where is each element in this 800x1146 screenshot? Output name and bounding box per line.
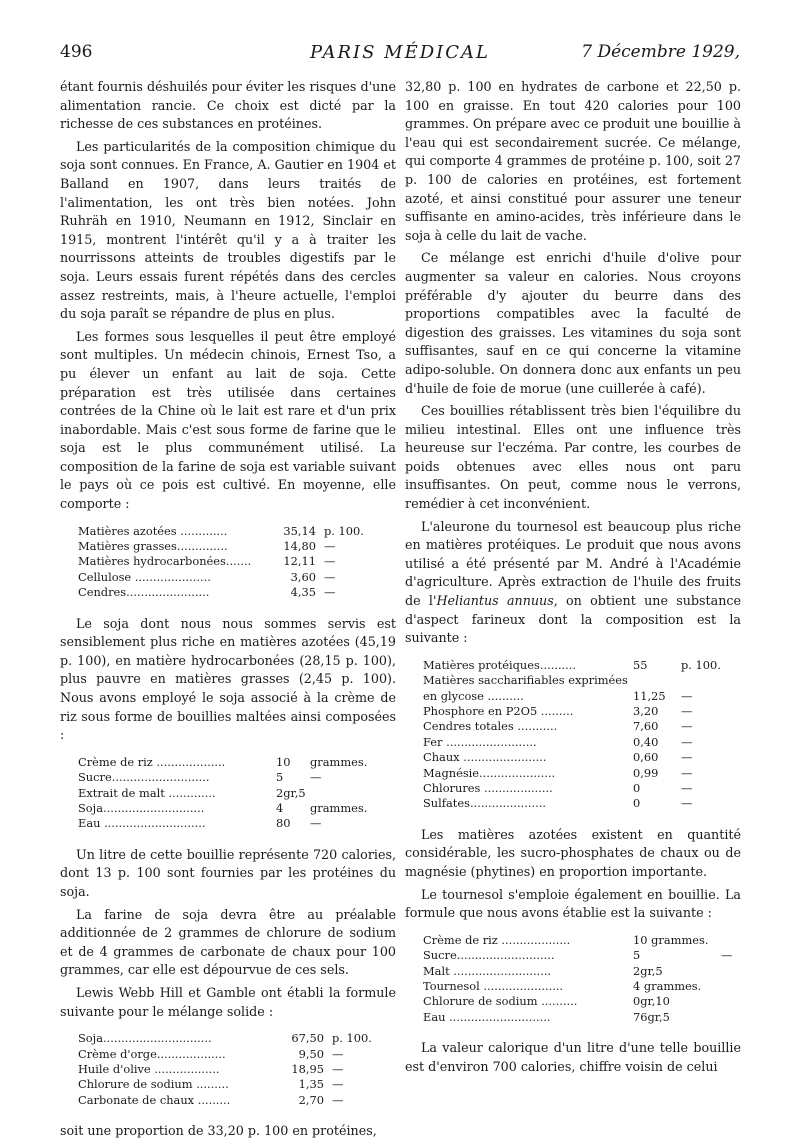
table-row: Extrait de malt ............. 2gr,5 — [78, 785, 306, 800]
table-row: Chlorures ................... 0 — — [423, 781, 693, 796]
journal-title: PARIS MÉDICAL — [309, 42, 490, 63]
page-header — [60, 42, 740, 68]
table-row: Matières azotées ............. 35,14 p. 100. — [78, 523, 364, 538]
table-row: Phosphore en P2O5 ......... 3,20 — — [423, 704, 693, 719]
table-row: Cendres....................... 4,35 — — [78, 585, 336, 600]
species-name: Heliantus annuus — [436, 593, 554, 609]
paragraph: Ces bouillies rétablissent très bien l'équilibre du milieu intestinal. Elles ont une influence très heureuse sur l'eczéma. Par contre, les courbes de poids obtenues avec elles nous ont paru insuffisantes. On peut, comme nous le verrons, remédier à cet inconvénient. — [405, 403, 741, 512]
table-row: Huile d'olive .................. 18,95 — — [78, 1062, 344, 1077]
table-row: Crème de riz ................... 10 grammes. — [423, 932, 709, 947]
table-row: Cellulose ..................... 3,60 — — [78, 569, 336, 584]
paragraph: La valeur calorique d'un litre d'une telle bouillie est d'environ 700 calories, chiffre voisin de celui — [405, 1040, 741, 1074]
table-row: Malt ........................... 2gr,5 — [423, 963, 663, 978]
paragraph: Les matières azotées existent en quantité considérable, les sucro-phosphates de chaux ou de magnésie (phytines) en proportion importante. — [405, 826, 741, 880]
left-column — [60, 78, 396, 1145]
paragraph: L'aleurone du tournesol est beaucoup plus riche en matières protéiques. Le produit que nous avons utilisé a été présenté par M. André à l'Académie d'agriculture. Après extraction de l'huile des fruits de l'Heliantus annuus, on obtient une substance d'aspect farineux dont la composition est la suivante : — [405, 518, 741, 646]
paragraph: Le soja dont nous nous sommes servis est sensiblement plus riche en matières azotées (45,19 p. 100), en matière hydrocarbonées (28,15 p. 100), plus pauvre en matières grasses (2,45 p. 100). Nous avons employé le soja associé à la crème de riz sous forme de bouillies maltées ainsi composées : — [60, 615, 396, 743]
table-row: Chlorure de sodium ......... 1,35 — — [78, 1077, 344, 1092]
paragraph: 32,80 p. 100 en hydrates de carbone et 22,50 p. 100 en graisse. En tout 420 calories pour 100 grammes. On prépare avec ce produit une bouillie à l'eau qui est secondairement sucrée. Ce mélange, qui comporte 4 grammes de protéine p. 100, soit 27 p. 100 de calories en protéines, est fortement azoté, et ainsi constitué pour assurer une teneur suffisante en amino-acides, très inférieure dans le soja à celle du lait de vache. — [405, 79, 741, 243]
paragraph: Les formes sous lesquelles il peut être employé sont multiples. Un médecin chinois, Ernest Tso, a pu élever un enfant au lait de soja. Cette préparation est très utilisée dans certaines contrées de la Chine où le lait est rare et d'un prix inabordable. Mais c'est sous forme de farine que le soja est le plus communément utilisé. La composition de la farine de soja est variable suivant le pays où ce pois est cultivé. En moyenne, elle comporte : — [60, 328, 396, 512]
table-row: Soja............................ 4 grammes. — [78, 801, 368, 816]
table-row: Soja.............................. 67,50 p. 100. — [78, 1031, 372, 1046]
paragraph: Lewis Webb Hill et Gamble ont établi la formule suivante pour le mélange solide : — [60, 985, 396, 1019]
table-row: Sulfates..................... 0 — — [423, 796, 693, 811]
paragraph: étant fournis déshuilés pour éviter les risques d'une alimentation rancie. Ce choix est dicté par la richesse de ces substances en protéines. — [60, 79, 396, 132]
table-row: Fer ......................... 0,40 — — [423, 734, 693, 749]
table-row: Matières saccharifiables exprimées en glycose .......... 11,25 — — [423, 673, 693, 703]
paragraph: La farine de soja devra être au préalable additionnée de 2 grammes de chlorure de sodium et de 4 grammes de carbonate de chaux pour 100 grammes, car elle est dépourvue de ces sels. — [60, 906, 396, 978]
table-row: Crème de riz ................... 10 grammes. — [78, 754, 368, 769]
table-row: Matières hydrocarbonées....... 12,11 — — [78, 554, 336, 569]
page-number: 496 — [60, 42, 93, 62]
table-row: Carbonate de chaux ......... 2,70 — — [78, 1092, 344, 1107]
paragraph: Ce mélange est enrichi d'huile d'olive pour augmenter sa valeur en calories. Nous croyons préférable d'y ajouter du beurre dans des proportions compatibles avec la faculté de digestion des graisses. Les vitamines du soja sont suffisantes, sauf en ce qui concerne la vitamine adipo-soluble. On donnera donc aux enfants un peu d'huile de foie de morue (une cuillerée à café). — [405, 250, 741, 396]
table-row: Chaux ....................... 0,60 — — [423, 750, 693, 765]
soy-flour-composition-table — [78, 524, 396, 601]
paragraph: Un litre de cette bouillie représente 720 calories, dont 13 p. 100 sont fournies par les protéines du soja. — [60, 846, 396, 900]
right-column — [405, 78, 741, 1080]
table-row: Tournesol ...................... 4 grammes. — [423, 979, 702, 994]
table-row: Sucre........................... 5 — — [78, 770, 322, 785]
table-row: Chlorure de sodium .......... 0gr,10 — [423, 994, 670, 1009]
table-row: Eau ............................ 80 — — [78, 816, 322, 831]
sunflower-composition-table — [423, 658, 741, 812]
hill-gamble-formula-table — [78, 1031, 396, 1108]
table-row: Matières protéiques.......... 55 p. 100. — [423, 657, 721, 672]
paragraph: soit une proportion de 33,20 p. 100 en protéines, — [60, 1123, 377, 1139]
table-row: Magnésie..................... 0,99 — — [423, 765, 693, 780]
table-row: Cendres totales ........... 7,60 — — [423, 719, 693, 734]
table-row: Eau ............................ 76gr,5 — [423, 1009, 670, 1024]
table-row: Sucre........................... 5 — — [423, 948, 733, 963]
sunflower-porridge-table — [423, 933, 741, 1025]
table-row: Crème d'orge................... 9,50 — — [78, 1046, 344, 1061]
malted-porridge-table — [78, 755, 396, 832]
issue-date: 7 Décembre 1929, — [581, 42, 740, 62]
paragraph: Le tournesol s'emploie également en bouillie. La formule que nous avons établie est la suivante : — [405, 886, 741, 921]
paragraph: Les particularités de la composition chimique du soja sont connues. En France, A. Gautier en 1904 et Balland en 1907, dans leurs traités de l'alimentation, les ont très bien notées. John Ruhräh en 1910, Neumann en 1912, Sinclair en 1915, montrent l'intérêt qu'il y a à traiter les nourrissons atteints de troubles digestifs par le soja. Leurs essais furent répétés dans des cercles assez restreints, mais, à l'heure actuelle, l'emploi du soja paraît se répandre de plus en plus. — [60, 138, 396, 322]
table-row: Matières grasses.............. 14,80 — — [78, 539, 336, 554]
